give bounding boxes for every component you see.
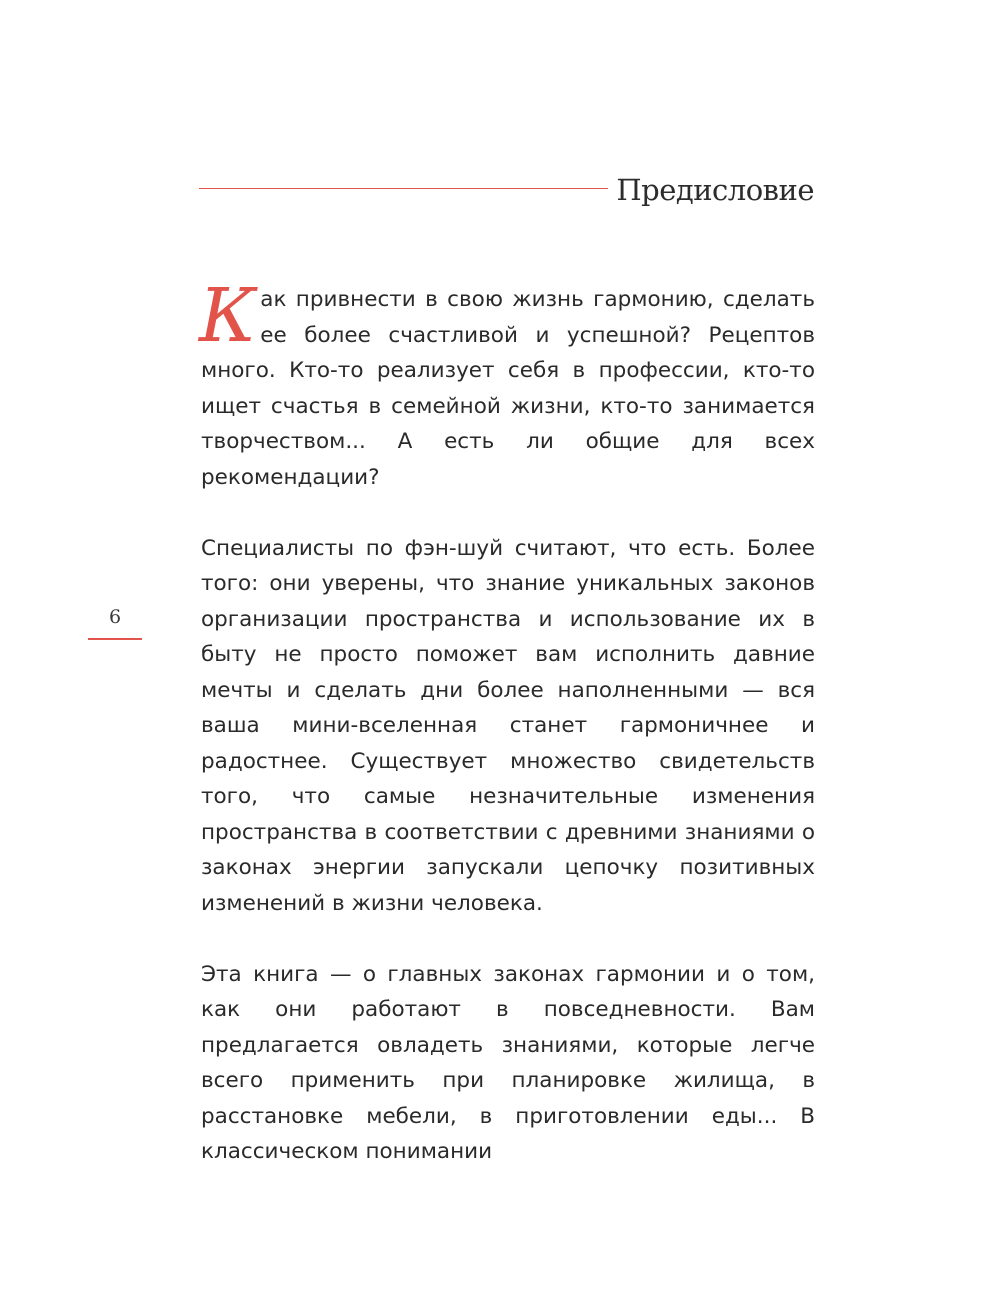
heading-rule	[199, 188, 608, 189]
paragraph-1-text: ак привнести в свою жизнь гармонию, сделать ее более счастливой и успешной? Рецептов много. Кто-то реализует себя в профессии, кто-то ищет счастья в семейной жизни, кто-то занимается творчеством... А есть ли общие для всех рекомендации?	[201, 287, 815, 490]
page-number: 6	[108, 606, 122, 628]
paragraph-1	[199, 273, 815, 495]
chapter-title: Предисловие	[616, 173, 814, 207]
drop-cap: К	[199, 273, 257, 359]
page-number-rule	[88, 638, 142, 640]
paragraph-2: Специалисты по фэн-шуй считают, что есть. Более того: они уверены, что знание уникальных законов организации пространства и использование их в быту не просто поможет вам исполнить давние мечты и сделать дни более наполненными — вся ваша мини-вселенная станет гармоничнее и радостнее. Существует множество свидетельств того, что самые незначительные изменения пространства в соответствии с древними знаниями о законах энергии запускали цепочку позитивных изменений в жизни человека.	[201, 535, 815, 916]
body-text	[199, 273, 815, 1205]
paragraph-3: Эта книга — о главных законах гармонии и о том, как они работают в повседневности. Вам предлагается овладеть знаниями, которые легче всего применить при планировке жилища, в расстановке мебели, в приготовлении еды... В классическом понимании	[201, 961, 815, 1164]
